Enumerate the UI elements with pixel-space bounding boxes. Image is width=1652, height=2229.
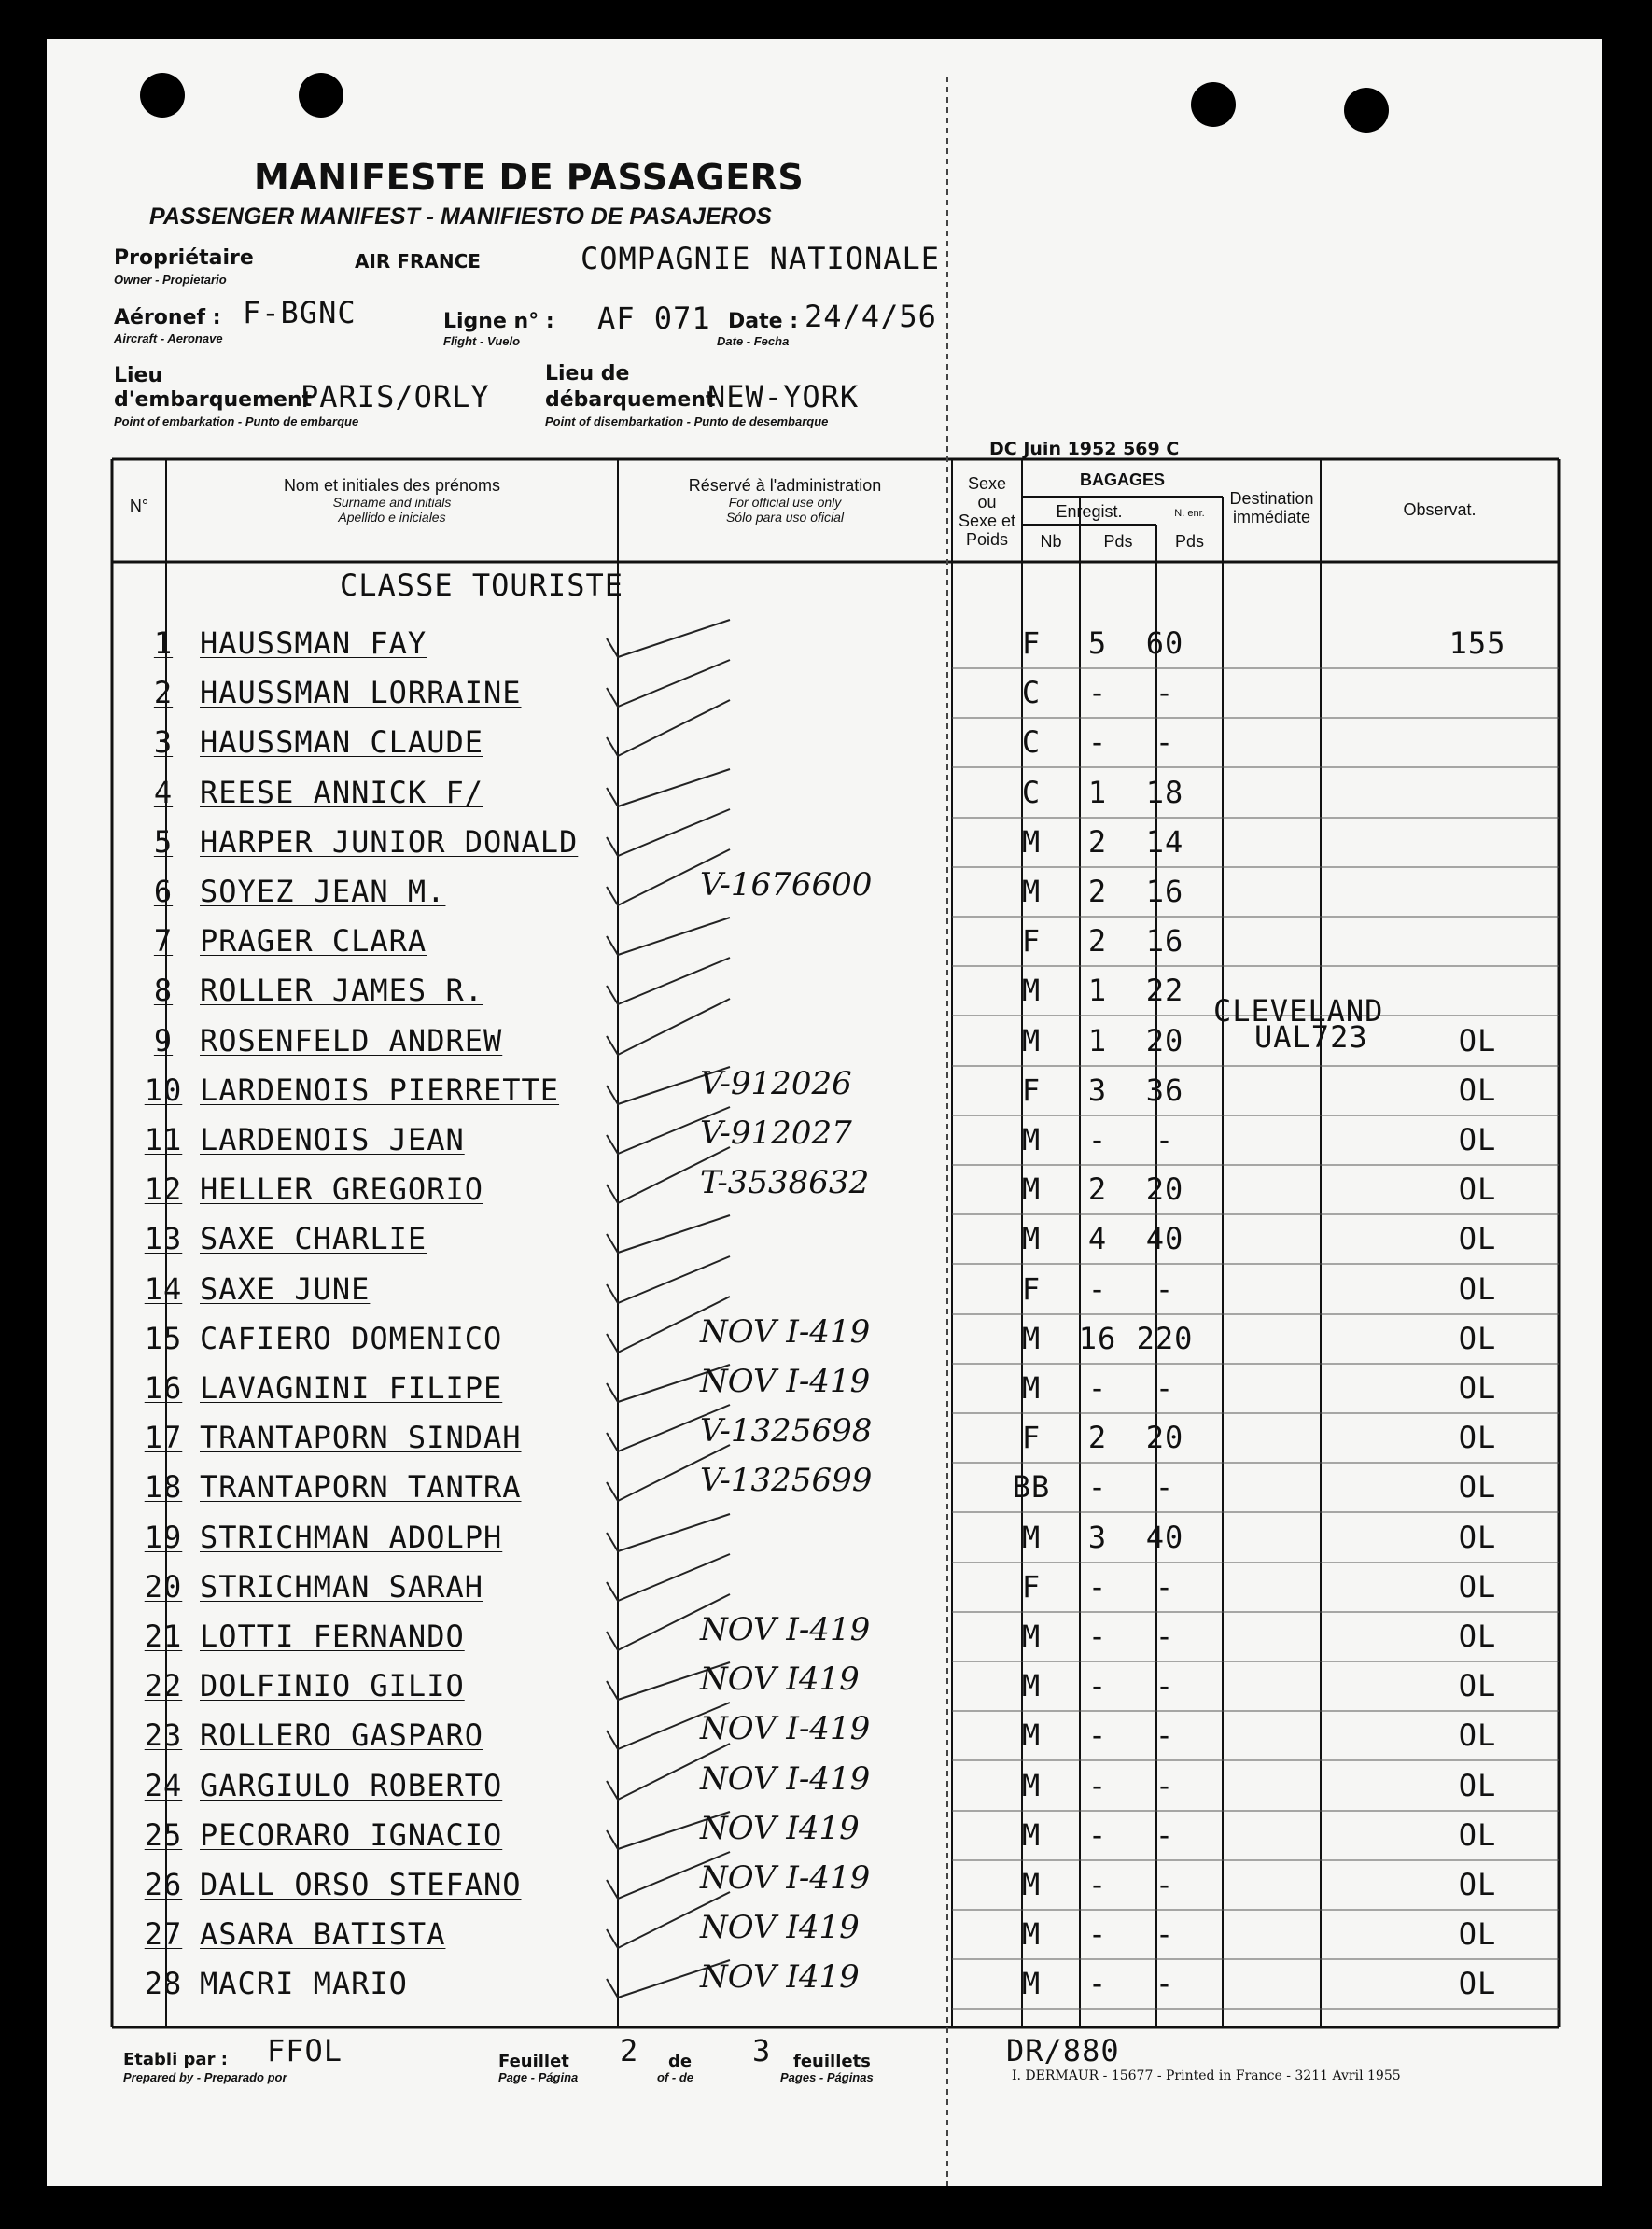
col-obs: Observat. <box>1403 500 1477 519</box>
sex: C <box>1021 724 1042 760</box>
bag-weight: - <box>1155 1717 1175 1753</box>
bag-count: - <box>1087 1469 1108 1505</box>
sex: M <box>1021 1221 1042 1256</box>
row-number: 20 <box>144 1569 183 1605</box>
of-label: de <box>668 2052 693 2071</box>
row-number: 24 <box>144 1768 183 1803</box>
passenger-name: LARDENOIS PIERRETTE <box>200 1072 560 1108</box>
observation: OL <box>1458 1966 1497 2001</box>
observation: OL <box>1458 1072 1497 1108</box>
col-nenr: N. enr. <box>1174 508 1205 519</box>
passenger-name: ROLLER JAMES R. <box>200 973 483 1008</box>
bag-weight: - <box>1155 1668 1175 1703</box>
row-number: 19 <box>144 1520 183 1555</box>
bag-count: 2 <box>1087 874 1108 909</box>
bag-count: - <box>1087 1817 1108 1853</box>
sex: M <box>1021 1520 1042 1555</box>
passenger-name: DOLFINIO GILIO <box>200 1668 465 1703</box>
row-number: 26 <box>144 1867 183 1902</box>
embark-label-2: d'embarquement <box>114 388 313 412</box>
col-name-es: Apellido e iniciales <box>338 510 446 525</box>
bag-count: - <box>1087 724 1108 760</box>
bag-count: - <box>1087 1717 1108 1753</box>
col-nb: Nb <box>1040 532 1062 551</box>
admin-ref: NOV I-419 <box>700 1859 871 1897</box>
col-dest <box>1223 489 1321 526</box>
observation: OL <box>1458 1023 1497 1058</box>
admin-ref: T-3538632 <box>700 1164 870 1201</box>
bag-weight: - <box>1155 1370 1175 1406</box>
printer-credit: I. DERMAUR - 15677 - Printed in France - 3211 Avril 1955 <box>1012 2068 1401 2083</box>
passenger-name: HELLER GREGORIO <box>200 1171 483 1207</box>
sex: C <box>1021 675 1042 710</box>
admin-ref: V-1676600 <box>700 866 873 904</box>
passenger-name: HAUSSMAN LORRAINE <box>200 675 522 710</box>
bag-count: 3 <box>1087 1072 1108 1108</box>
passenger-name: LARDENOIS JEAN <box>200 1122 465 1157</box>
bag-weight: - <box>1155 1867 1175 1902</box>
col-admin <box>618 476 952 525</box>
bag-weight: 16 <box>1145 874 1184 909</box>
sex: M <box>1021 973 1042 1008</box>
sex: C <box>1021 775 1042 810</box>
sex: M <box>1021 1966 1042 2001</box>
bag-count: 1 <box>1087 1023 1108 1058</box>
admin-ref: V-912027 <box>700 1114 852 1152</box>
disembark-sub: Point of disembarkation - Punto de desembarque <box>545 414 829 428</box>
bag-count: 4 <box>1087 1221 1108 1256</box>
row-number: 16 <box>144 1370 183 1406</box>
bag-weight: - <box>1155 724 1175 760</box>
passenger-name: STRICHMAN SARAH <box>200 1569 483 1605</box>
passenger-name: PRAGER CLARA <box>200 923 427 959</box>
bag-weight: 220 <box>1136 1321 1194 1356</box>
observation: OL <box>1458 1221 1497 1256</box>
col-pds: Pds <box>1103 532 1133 551</box>
sex: M <box>1021 824 1042 860</box>
manifest-sheet <box>47 39 1602 2186</box>
bag-weight: - <box>1155 1966 1175 2001</box>
reference: DR/880 <box>1006 2033 1120 2068</box>
page-subtitle: PASSENGER MANIFEST - MANIFIESTO DE PASAJEROS <box>149 203 772 230</box>
observation: OL <box>1458 1122 1497 1157</box>
admin-ref: NOV I419 <box>700 1661 860 1698</box>
row-number: 15 <box>144 1321 183 1356</box>
sex: M <box>1021 1370 1042 1406</box>
page-title: MANIFESTE DE PASSAGERS <box>254 157 805 198</box>
row-number: 14 <box>144 1271 183 1307</box>
sheet-sub: Page - Página <box>498 2070 579 2084</box>
passenger-name: SAXE CHARLIE <box>200 1221 427 1256</box>
col-sex <box>952 474 1022 549</box>
aircraft-value: F-BGNC <box>243 295 357 330</box>
bag-weight: 36 <box>1145 1072 1184 1108</box>
admin-ref: NOV I419 <box>700 1909 860 1946</box>
observation: OL <box>1458 1717 1497 1753</box>
form-code: DC Juin 1952 569 C <box>989 439 1180 459</box>
passenger-name: TRANTAPORN SINDAH <box>200 1420 522 1455</box>
sex: M <box>1021 1867 1042 1902</box>
row-number: 23 <box>144 1717 183 1753</box>
sex: M <box>1021 1321 1042 1356</box>
sex: M <box>1021 874 1042 909</box>
sex: BB <box>1012 1469 1051 1505</box>
bag-count: - <box>1087 1966 1108 2001</box>
passenger-name: ASARA BATISTA <box>200 1916 446 1952</box>
row-number: 7 <box>153 923 174 959</box>
row-number: 9 <box>153 1023 174 1058</box>
bag-count: - <box>1087 1668 1108 1703</box>
bag-count: - <box>1087 1619 1108 1654</box>
date-value: 24/4/56 <box>805 299 937 334</box>
aircraft-sub: Aircraft - Aeronave <box>114 331 223 345</box>
col-sex-4: Poids <box>965 530 1009 549</box>
sex: F <box>1021 923 1042 959</box>
bag-count: 2 <box>1087 1420 1108 1455</box>
sex: M <box>1021 1668 1042 1703</box>
bag-weight: 14 <box>1145 824 1184 860</box>
sex: F <box>1021 1271 1042 1307</box>
row-number: 1 <box>153 625 174 661</box>
table-row <box>47 1164 1602 1220</box>
passenger-name: CAFIERO DOMENICO <box>200 1321 503 1356</box>
prepared-label: Etabli par : <box>123 2050 228 2069</box>
disembark-value: NEW-YORK <box>707 379 860 414</box>
observation: OL <box>1458 1867 1497 1902</box>
col-admin-en: For official use only <box>728 495 842 510</box>
row-number: 4 <box>153 775 174 810</box>
observation: OL <box>1458 1520 1497 1555</box>
table-row <box>47 1221 1602 1269</box>
bag-weight: - <box>1155 1122 1175 1157</box>
col-name-en: Surname and initials <box>332 495 452 510</box>
admin-ref: NOV I-419 <box>700 1710 871 1747</box>
passenger-name: REESE ANNICK F/ <box>200 775 483 810</box>
col-admin-fr: Réservé à l'administration <box>688 476 882 495</box>
bag-count: - <box>1087 1122 1108 1157</box>
flight-label: Ligne n° : <box>443 310 554 333</box>
row-number: 3 <box>153 724 174 760</box>
bag-weight: - <box>1155 1916 1175 1952</box>
col-dest-2: immédiate <box>1232 508 1311 526</box>
table-row <box>47 923 1602 972</box>
sex: M <box>1021 1817 1042 1853</box>
bag-weight: - <box>1155 1817 1175 1853</box>
observation: OL <box>1458 1321 1497 1356</box>
of-value: 3 <box>752 2033 772 2068</box>
observation: OL <box>1458 1916 1497 1952</box>
row-number: 18 <box>144 1469 183 1505</box>
embark-label-1: Lieu <box>114 364 163 387</box>
bag-weight: - <box>1155 675 1175 710</box>
bag-weight: 40 <box>1145 1221 1184 1256</box>
table-row <box>47 724 1602 773</box>
row-number: 11 <box>144 1122 183 1157</box>
bag-weight: 18 <box>1145 775 1184 810</box>
admin-ref: NOV I-419 <box>700 1313 871 1351</box>
table-row <box>47 1710 1602 1766</box>
bag-count: - <box>1087 1569 1108 1605</box>
admin-ref: NOV I-419 <box>700 1363 871 1400</box>
observation: OL <box>1458 1271 1497 1307</box>
passenger-name: LOTTI FERNANDO <box>200 1619 465 1654</box>
sex: F <box>1021 1420 1042 1455</box>
sex: M <box>1021 1768 1042 1803</box>
bag-weight: - <box>1155 1569 1175 1605</box>
admin-ref: NOV I419 <box>700 1810 860 1847</box>
table-row <box>47 973 1602 1021</box>
passenger-name: ROSENFELD ANDREW <box>200 1023 503 1058</box>
destination-note-2: UAL723 <box>1254 1019 1368 1055</box>
bag-weight: 20 <box>1145 1171 1184 1207</box>
bag-count: - <box>1087 1768 1108 1803</box>
observation: OL <box>1458 1469 1497 1505</box>
bag-count: 1 <box>1087 775 1108 810</box>
bag-weight: 40 <box>1145 1520 1184 1555</box>
observation: OL <box>1458 1420 1497 1455</box>
row-number: 22 <box>144 1668 183 1703</box>
observation: 155 <box>1449 625 1506 661</box>
bag-count: 2 <box>1087 923 1108 959</box>
admin-ref: V-1325699 <box>700 1462 873 1499</box>
of-sub: of - de <box>657 2070 693 2084</box>
passenger-name: LAVAGNINI FILIPE <box>200 1370 503 1406</box>
passenger-name: DALL ORSO STEFANO <box>200 1867 522 1902</box>
passenger-name: HARPER JUNIOR DONALD <box>200 824 579 860</box>
sex: F <box>1021 625 1042 661</box>
sex: M <box>1021 1717 1042 1753</box>
row-number: 8 <box>153 973 174 1008</box>
sheet-value: 2 <box>620 2033 639 2068</box>
sheet-label: Feuillet <box>498 2052 569 2071</box>
aircraft-label: Aéronef : <box>114 306 221 329</box>
col-name-fr: Nom et initiales des prénoms <box>283 476 501 495</box>
bag-count: - <box>1087 1867 1108 1902</box>
sex: F <box>1021 1569 1042 1605</box>
table-row <box>47 1958 1602 2014</box>
owner-value: COMPAGNIE NATIONALE <box>581 241 941 276</box>
passenger-name: HAUSSMAN CLAUDE <box>200 724 483 760</box>
row-number: 2 <box>153 675 174 710</box>
bag-weight: - <box>1155 1469 1175 1505</box>
bag-weight: 22 <box>1145 973 1184 1008</box>
passenger-name: PECORARO IGNACIO <box>200 1817 503 1853</box>
embark-value: PARIS/ORLY <box>301 379 490 414</box>
prepared-value: FFOL <box>267 2033 343 2068</box>
date-label: Date : <box>728 310 799 333</box>
disembark-label-1: Lieu de <box>545 362 630 386</box>
col-admin-es: Sólo para uso oficial <box>725 510 845 525</box>
bag-count: 3 <box>1087 1520 1108 1555</box>
row-number: 28 <box>144 1966 183 2001</box>
col-bagages: BAGAGES <box>1079 470 1165 489</box>
row-number: 5 <box>153 824 174 860</box>
admin-ref: NOV I-419 <box>700 1760 871 1798</box>
col-pds2: Pds <box>1174 532 1205 551</box>
row-number: 10 <box>144 1072 183 1108</box>
col-sex-1: Sexe <box>967 474 1007 493</box>
sheets-sub: Pages - Páginas <box>780 2070 874 2084</box>
observation: OL <box>1458 1171 1497 1207</box>
passenger-name: SOYEZ JEAN M. <box>200 874 446 909</box>
sex: M <box>1021 1171 1042 1207</box>
flight-value: AF 071 <box>597 301 711 336</box>
table-row <box>47 866 1602 922</box>
passenger-name: STRICHMAN ADOLPH <box>200 1520 503 1555</box>
row-number: 17 <box>144 1420 183 1455</box>
bag-count: 2 <box>1087 1171 1108 1207</box>
sex: F <box>1021 1072 1042 1108</box>
admin-ref: V-1325698 <box>700 1412 873 1450</box>
bag-weight: - <box>1155 1271 1175 1307</box>
bag-count: 16 <box>1078 1321 1117 1356</box>
passenger-name: ROLLERO GASPARO <box>200 1717 483 1753</box>
passenger-name: MACRI MARIO <box>200 1966 408 2001</box>
col-no: N° <box>129 497 149 515</box>
bag-count: - <box>1087 1370 1108 1406</box>
observation: OL <box>1458 1569 1497 1605</box>
table-row <box>47 625 1602 674</box>
table-row <box>47 1520 1602 1568</box>
bag-count: - <box>1087 1916 1108 1952</box>
row-number: 13 <box>144 1221 183 1256</box>
owner-company: AIR FRANCE <box>355 250 481 273</box>
flight-sub: Flight - Vuelo <box>443 334 521 348</box>
sex: M <box>1021 1023 1042 1058</box>
bag-weight: - <box>1155 1768 1175 1803</box>
sex: M <box>1021 1122 1042 1157</box>
table-row <box>47 675 1602 723</box>
observation: OL <box>1458 1668 1497 1703</box>
section-title: CLASSE TOURISTE <box>340 568 623 603</box>
disembark-label-2: débarquement <box>545 388 716 412</box>
row-number: 6 <box>153 874 174 909</box>
owner-label: Propriétaire <box>114 246 254 270</box>
observation: OL <box>1458 1370 1497 1406</box>
admin-ref: NOV I-419 <box>700 1611 871 1648</box>
col-name <box>166 476 618 525</box>
passenger-name: SAXE JUNE <box>200 1271 371 1307</box>
passenger-name: TRANTAPORN TANTRA <box>200 1469 522 1505</box>
row-number: 25 <box>144 1817 183 1853</box>
observation: OL <box>1458 1817 1497 1853</box>
owner-sub: Owner - Propietario <box>114 273 227 287</box>
table-row <box>47 1462 1602 1518</box>
bag-count: - <box>1087 1271 1108 1307</box>
bag-count: - <box>1087 675 1108 710</box>
observation: OL <box>1458 1768 1497 1803</box>
bag-count: 2 <box>1087 824 1108 860</box>
bag-weight: 20 <box>1145 1420 1184 1455</box>
bag-weight: - <box>1155 1619 1175 1654</box>
embark-sub: Point of embarkation - Punto de embarque <box>114 414 359 428</box>
sex: M <box>1021 1916 1042 1952</box>
destination-note-1: CLEVELAND <box>1213 993 1384 1029</box>
col-sex-3: Sexe et <box>958 512 1016 530</box>
bag-weight: 20 <box>1145 1023 1184 1058</box>
observation: OL <box>1458 1619 1497 1654</box>
row-number: 21 <box>144 1619 183 1654</box>
sex: M <box>1021 1619 1042 1654</box>
col-sex-2: ou <box>977 493 997 512</box>
row-number: 12 <box>144 1171 183 1207</box>
col-dest-1: Destination <box>1229 489 1314 508</box>
passenger-name: HAUSSMAN FAY <box>200 625 427 661</box>
col-enreg: Enregist. <box>1056 502 1123 521</box>
admin-ref: V-912026 <box>700 1065 852 1102</box>
bag-count: 5 <box>1087 625 1108 661</box>
date-sub: Date - Fecha <box>717 334 790 348</box>
sheets-label: feuillets <box>793 2052 871 2071</box>
prepared-sub: Prepared by - Preparado por <box>123 2070 287 2084</box>
row-number: 27 <box>144 1916 183 1952</box>
admin-ref: NOV I419 <box>700 1958 860 1996</box>
bag-weight: 60 <box>1145 625 1184 661</box>
bag-count: 1 <box>1087 973 1108 1008</box>
bag-weight: 16 <box>1145 923 1184 959</box>
passenger-name: GARGIULO ROBERTO <box>200 1768 503 1803</box>
table-row <box>47 775 1602 823</box>
